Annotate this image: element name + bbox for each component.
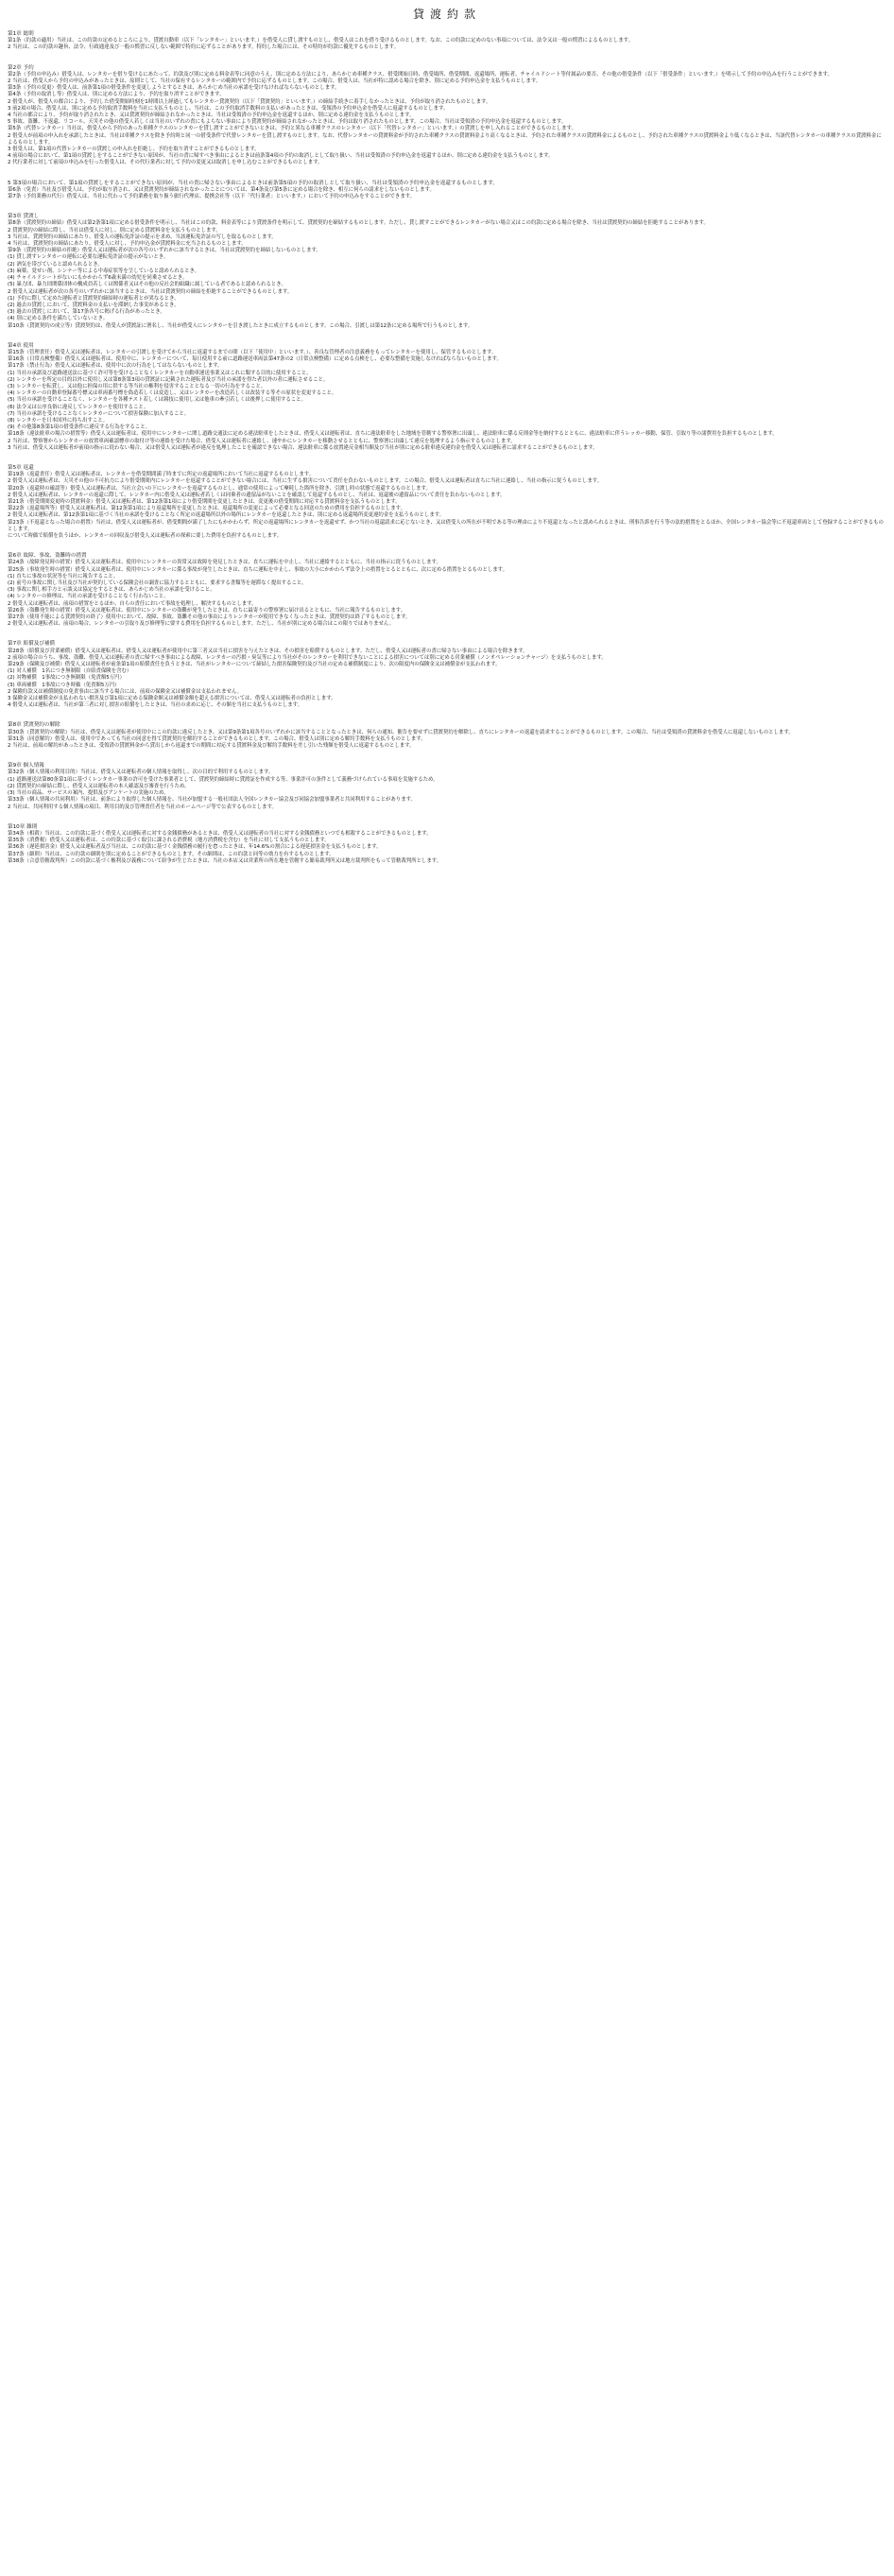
article-paragraph: (5) 暴力団、暴力団関係団体の構成員若しくは関係者又はその他の反社会的組織に属している者であると認められるとき。 (8, 282, 286, 288)
article-paragraph: 5 事故、盗難、不返還、リコール、天災その他の借受人若しくは当社のいずれの責にもよらない事由により貸渡契約が締結されなかったときは、予約は取り消されたものとします。この場合、当社は受領済の予約申込金を返還するものとします。 (8, 119, 567, 126)
article-paragraph: 第20条（返還時の確認等）借受人又は運転者は、当社立会いの下にレンタカーを返還するものとし、通常の使用によって摩耗した箇所を除き、引渡し時の状態で返還するものとします。 (8, 485, 431, 492)
article-paragraph: (6) 法令又は公序良俗に違反してレンタカーを使用すること。 (8, 404, 149, 410)
article-paragraph: 第33条（個人情報の共同利用）当社は、前条により取得した個人情報を、当社が加盟する一般社団法人全国レンタカー協会及び同協会加盟事業者と共同利用することがあります。 (8, 797, 416, 804)
article-paragraph: (4) レンタカーの修理は、当社の承諾を受けることなく行わないこと。 (8, 594, 169, 600)
article-paragraph: 4 当社の都合により、予約が取り消されたとき、又は貸渡契約が締結されなかったときは、当社は受領済の予約申込金を返還するほか、別に定める違約金を支払うものとします。 (8, 112, 415, 119)
article-paragraph: (1) 直ちに事故の状況等を当社に報告すること。 (8, 573, 119, 579)
article-paragraph: (2) 前号の事故に関し当社及び当社が契約している保険会社の調査に協力するとともに、要求する書類等を遅滞なく提出すること。 (8, 580, 307, 587)
article-paragraph: (8) レンタカーを日本国外に持ち出すこと。 (8, 417, 109, 424)
article-heading: 第1章 総則 (8, 31, 34, 37)
article-paragraph: 第24条（故障発見時の措置）借受人又は運転者は、使用中にレンタカーの異常又は故障を発見したときは、直ちに運転を中止し、当社に連絡するとともに、当社の指示に従うものとします。 (8, 560, 441, 566)
article-section (8, 31, 886, 52)
article-paragraph: (3) 過去の貸渡しにおいて、第17条各号に掲げる行為があったとき。 (8, 309, 165, 316)
article-paragraph: 2 保険約款又は補償制度の免責事由に該当する場合には、前項の保険金又は補償金は支払われません。 (8, 688, 243, 695)
article-paragraph: (4) 別に定める条件を満たしていないとき。 (8, 316, 109, 322)
article-paragraph: (2) 貸渡契約の締結に際し、借受人又は運転者の本人確認及び審査を行うため。 (8, 783, 190, 789)
article-paragraph: 4 当社は、貸渡契約の締結にあたり、借受人に対し、予約申込金が貸渡料金に充当されるものとします。 (8, 241, 247, 248)
article-paragraph: (1) 道路運送法第80条第1項に基づくレンタカー事業の許可を受けた事業者として、貸渡契約締結時に貸渡証を作成する等、事業許可の条件として義務づけられている事項を実施するため。 (8, 776, 438, 783)
article-paragraph: 2 当社は、この約款の趣旨、法令、行政通達及び一般の慣習に反しない範囲で特約に応ずることがあります。特約した場合には、その特約が約款に優先するものとします。 (8, 44, 399, 51)
article-paragraph: 2 借受人又は運転者は、天災その他の不可抗力により借受期間内にレンタカーを返還することができない場合には、当社に生ずる損害について責任を負わないものとします。この場合、借受人又は運転者は直ちに当社に連絡し、当社の指示に従うものとします。 (8, 478, 603, 485)
article-paragraph: 第38条（合意管轄裁判所）この約款に基づく権利及び義務について紛争が生じたときは、当社の本店又は営業所の所在地を管轄する簡易裁判所又は地方裁判所をもって管轄裁判所とします。 (8, 857, 442, 864)
article-section (8, 181, 886, 201)
article-paragraph: 第26条（盗難発生時の措置）借受人又は運転者は、使用中にレンタカーの盗難が発生したときは、直ちに最寄りの警察署に届け出るとともに、当社に報告するものとします。 (8, 607, 406, 614)
article-paragraph: 3 借受人は、第1項の代替レンタカーの貸渡しの申入れを拒絶し、予約を取り消すことができるものとします。 (8, 147, 260, 153)
article-paragraph: 第31条（同意解約）借受人は、使用中であっても当社の同意を得て貸渡契約を解約することができるものとします。この場合、借受人は別に定める解約手数料を支払うものとします。 (8, 735, 426, 742)
article-paragraph: (4) レンタカーの自動車登録番号標又は車両番号標を偽造若しくは変造し、又はレンタカーを改造若しくは改装する等その原状を変更すること。 (8, 390, 337, 397)
article-paragraph: について時価で賠償を負うほか、レンタカーの回収及び借受人又は運転者の探索に要した費用を負担するものとします。 (8, 533, 283, 539)
article-heading: 第6章 故障、事故、盗難時の措置 (8, 553, 87, 560)
article-paragraph: (2) 過去の貸渡しにおいて、貸渡料金の支払いを滞納した事実があるとき。 (8, 302, 180, 308)
article-paragraph: 2 借受人又は運転者は、レンタカーの返還に際して、レンタカー内に借受人又は運転者若しくは同乗者の遺留品がないことを確認して返還するものとし、当社は、返還後の遺留品について責任を負わないものとします。 (8, 492, 506, 498)
article-paragraph: (2) 酒気を帯びていると認められるとき。 (8, 261, 103, 268)
article-paragraph: 第25条（事故発生時の措置）借受人又は運転者は、使用中にレンタカーに係る事故が発生したときは、直ちに運転を中止し、事故の大小にかかわらず法令上の措置をとるとともに、次に定める措置をとるものとします。 (8, 566, 507, 573)
article-paragraph: 4 借受人又は運転者は、当社が第三者に対し損害の賠償をしたときは、当社の求めに応じ、その額を当社に支払うものとします。 (8, 702, 302, 709)
article-paragraph: 2 貸渡契約の締結に際し、当社は借受人に対し、別に定める貸渡料金を支払うものとします。 (8, 227, 221, 233)
article-paragraph: 第5条（代替レンタカー）当社は、借受人から予約のあった車種クラスのレンタカーを貸し渡すことができないときは、予約と異なる車種クラスのレンタカー（以下「代替レンタカー」といいます。）の貸渡しを申し入れることができるものとします。 (8, 126, 576, 132)
article-paragraph: 3 保険金又は補償金が支払われない損害及び第1項に定める保険金額又は補償金額を超える損害については、借受人又は運転者の負担とします。 (8, 696, 336, 702)
article-heading: 第8章 貸渡契約の解除 (8, 722, 60, 729)
article-heading: 第4章 使用 (8, 342, 34, 349)
article-paragraph: 3 当社は、貸渡契約の締結にあたり、借受人の運転免許証の提示を求め、当該運転免許証の写しを取るものとします。 (8, 233, 277, 240)
article-paragraph: (2) レンタカーを所定の目的以外に使用し又は第8条第3項の貸渡証に記載された運転者及び当社の承諾を得た者以外の者に運転させること。 (8, 376, 329, 383)
article-paragraph: 第9条（貸渡契約の締結の拒絶）借受人又は運転者が次の各号のいずれかに該当するときは、当社は貸渡契約を締結しないものとします。 (8, 248, 321, 254)
article-paragraph: (9) その他第8条第1項の借受条件に違反する行為をすること。 (8, 424, 150, 431)
article-heading: 第3章 貸渡し (8, 214, 40, 220)
article-section (8, 214, 886, 329)
article-paragraph: 第21条（借受期間変更時の貸渡料金）借受人又は運転者は、第12条第1項により借受期間を変更したときは、変更後の借受期間に対応する貸渡料金を支払うものとします。 (8, 498, 401, 505)
article-section (8, 65, 886, 167)
article-paragraph: 2 当社は、警察署からレンタカーの放置車両確認標章の取付け等の連絡を受けた場合、借受人又は運転者に連絡し、速やかにレンタカーを移動させるとともに、警察署に出頭して違反を処理するよう指示するものとします。 (8, 438, 516, 444)
article-heading: 5 第3項の場合において、第1項の貸渡しをすることができない原因が、当社の責に帰さない事由によるときは前条第5項の予約の取消しとして取り扱い、当社は受領済の予約申込金を返還するものとします。 (8, 180, 498, 186)
article-paragraph: 2 借受人又は運転者が次の各号のいずれかに該当するときは、当社は貸渡契約の締結を拒絶することができるものとします。 (8, 288, 293, 295)
article-paragraph: 第15条（管理責任）借受人又は運転者は、レンタカーの引渡しを受けてから当社に返還するまでの間（以下「使用中」といいます。）、善良な管理者の注意義務をもってレンタカーを使用し、保管するものとします。 (8, 349, 497, 355)
article-paragraph: (3) 事故に関し相手方と示談又は協定をするときは、あらかじめ当社の承諾を受けること。 (8, 587, 215, 594)
article-paragraph: 2 前項の場合のうち、事故、盗難、借受人又は運転者の責に帰すべき事由による故障、レンタカーの汚損・臭気等により当社がそのレンタカーを利用できないことによる損害については別に定める営業補償（ノンオペレーションチャージ）を支払うものとします。 (8, 654, 607, 661)
article-paragraph: (4) チャイルドシートがないにもかかわらず6歳未満の幼児を同乗させるとき。 (8, 275, 188, 282)
article-paragraph: 第28条（賠償及び営業補償）借受人又は運転者は、借受人又は運転者が使用中に第三者又は当社に損害を与えたときは、その損害を賠償するものとします。ただし、借受人又は運転者の責に帰さない事由による場合を除きます。 (8, 648, 528, 654)
article-paragraph: 第2条（予約の申込み）借受人は、レンタカーを借り受けるにあたって、約款及び別に定める料金表等に同意のうえ、別に定める方法により、あらかじめ車種クラス、借受開始日時、借受場所、借受期間、返還場所、運転者、チャイルドシート等付属品の要否、その他の借受条件（以下「借受条件」といいます。）を明示して予約の申込みを行うことができます。 (8, 71, 833, 78)
article-paragraph: 第19条（返還責任）借受人又は運転者は、レンタカーを借受期間満了時までに所定の返還場所において当社に返還するものとします。 (8, 472, 315, 478)
article-section (8, 641, 886, 709)
article-paragraph: 第37条（細則）当社は、この約款の細則を別に定めることができるものとします。その細則は、この約款と同等の効力を有するものとします。 (8, 851, 335, 857)
article-paragraph: (1) 貸し渡すレンタカーの運転に必要な運転免許証の提示がないとき。 (8, 254, 169, 261)
article-paragraph: (7) 当社の承諾を受けることなくレンタカーについて損害保険に加入すること。 (8, 410, 190, 417)
article-paragraph: 2 借受人が、借受人の都合により、予約した借受開始時刻を1時間以上経過してもレンタカー貸渡契約（以下「貸渡契約」といいます。）の締結手続きに着手しなかったときは、予約が取り消されたものとします。 (8, 98, 491, 105)
article-heading: 第7章 賠償及び補償 (8, 641, 56, 648)
article-paragraph: (1) 予約に際して定めた運転者と貸渡契約締結時の運転者とが異なるとき。 (8, 295, 180, 302)
article-paragraph: 第32条（個人情報の利用目的）当社は、借受人又は運転者の個人情報を取得し、次の目的で利用するものとします。 (8, 769, 274, 776)
article-paragraph: 第23条（不返還となった場合の措置）当社は、借受人又は運転者が、借受期間が満了したにもかかわらず、所定の返還場所にレンタカーを返還せず、かつ当社の返還請求に応じないとき、又は借受人の所在が不明である等の理由により不返還となったと認められるときは、刑事告訴を行う等の法的措置をとるほか、全国レンタカー協会等に不返還車両として登録することができるものとします。 (8, 519, 884, 532)
article-paragraph: 第34条（相殺）当社は、この約款に基づく借受人又は運転者に対する金銭債務があるときは、借受人又は運転者の当社に対する金銭債務といつでも相殺することができるものとします。 (8, 830, 432, 837)
article-paragraph: (2) 対物補償 1事故につき無制限（免責額5万円） (8, 675, 125, 682)
article-section (8, 465, 886, 540)
article-section (8, 763, 886, 810)
article-paragraph: 2 借受人又は運転者は、前項の措置をとるほか、自らの責任において事故を処理し、解決するものとします。 (8, 600, 257, 607)
article-paragraph: 2 代行業者に対して前項の申込みを行った借受人は、その代行業者に対して予約の変更又は取消しを申し込むことができるものとします。 (8, 160, 323, 166)
article-paragraph: 第29条（保険及び補償）借受人又は運転者が前条第1項の賠償責任を負うときは、当社がレンタカーについて締結した損害保険契約及び当社の定める補償制度により、次の限度内の保険金又は補償金が支払われます。 (8, 662, 501, 668)
article-paragraph: (5) 当社の承諾を受けることなく、レンタカーを各種テスト若しくは競技に使用し又は他車の牽引若しくは後押しに使用すること。 (8, 397, 306, 404)
article-paragraph: 第36条（遅延損害金）借受人又は運転者及び当社は、この約款に基づく金銭債務の履行を怠ったときは、年14.6%の割合による遅延損害金を支払うものとします。 (8, 844, 382, 851)
article-paragraph: 3 前2項の場合、借受人は、別に定める予約取消手数料を当社に支払うものとし、当社は、この予約取消手数料の支払いがあったときは、受領済の予約申込金を借受人に返還するものとします。 (8, 105, 449, 112)
article-paragraph: 第6条（免責）当社及び借受人は、予約が取り消され、又は貸渡契約が締結されなかったことについては、第4条及び第5条に定める場合を除き、相互に何らの請求をしないものとします。 (8, 186, 435, 193)
article-heading: 第9章 個人情報 (8, 763, 44, 769)
article-paragraph: 2 借受人又は運転者は、前項の場合、レンタカーの引取り及び修理等に要する費用を負担するものとします。ただし、当社が別に定める場合はこの限りではありません。 (8, 621, 394, 628)
article-paragraph: (1) 当社の承諾及び道路運送法に基づく許可等を受けることなくレンタカーを自動車運送事業又はこれに類する目的に使用すること。 (8, 370, 312, 376)
article-paragraph: 2 当社は、共同利用する個人情報の項目、利用目的及び管理責任者を当社のホームページ等で公表するものとします。 (8, 804, 277, 810)
article-heading: 第5章 返還 (8, 464, 34, 471)
article-paragraph: 第35条（消費税）借受人又は運転者は、この約款に基づく取引に課される消費税（地方消費税を含む）を当社に対して支払うものとします。 (8, 838, 330, 844)
article-paragraph: 第8条（貸渡契約の締結）借受人は第2条第1項に定める借受条件を明示し、当社はこの約款、料金表等により貸渡条件を明示して、貸渡契約を締結するものとします。ただし、貸し渡すことができるレンタカーがない場合又はこの約款に定める場合を除き、当社は貸渡契約の締結を拒絶することがあります。 (8, 220, 709, 227)
article-paragraph: (3) 当社の商品、サービスの案内、提供及びアンケートの実施のため。 (8, 790, 169, 797)
article-paragraph: 第30条（貸渡契約の解除）当社は、借受人又は運転者が使用中にこの約款に違反したとき、又は第9条第1項各号のいずれかに該当することとなったときは、何らの通知、催告を要せずに貸渡契約を解除し、直ちにレンタカーの返還を請求することができるものとします。この場合、当社は受領済の貸渡料金を借受人に返還しないものとします。 (8, 729, 794, 735)
article-paragraph: 3 当社は、借受人又は運転者が前項の指示に従わない場合、又は借受人又は運転者が違反を処理したことを確認できない場合、違法駐車に係る放置違反金相当額及び当社が別に定める駐車違反違約金を借受人又は運転者に請求することができるものとします。 (8, 444, 598, 451)
article-paragraph: 4 前項の場合において、第1項の貸渡しをすることができない原因が、当社の責に帰すべき事由によるときは前条第4項の予約の取消しとして取り扱い、当社は受領済の予約申込金を返還するほか、別に定める違約金を支払うものとします。 (8, 153, 554, 160)
article-paragraph: 第17条（禁止行為）借受人又は運転者は、使用中に次の行為をしてはならないものとします。 (8, 363, 223, 370)
article-paragraph: 第22条（返還場所等）借受人又は運転者は、第12条第1項により返還場所を変更したときは、返還場所の変更によって必要となる回送のための費用を負担するものとします。 (8, 506, 406, 512)
article-paragraph: 2 借受人が前項の申入れを承諾したときは、当社は車種クラスを除き予約時と同一の借受条件で代替レンタカーを貸し渡すものとします。なお、代替レンタカーの貸渡料金が予約された車種クラスの貸渡料金より高くなるときは、予約された車種クラスの貸渡料金によるものとし、予約された車種クラスの貸渡料金より低くなるときは、当該代替レンタカーの車種クラスの貸渡料金によるものとします。 (8, 132, 882, 146)
article-paragraph: 第27条（使用不能による貸渡契約の終了）使用中において、故障、事故、盗難その他の事由によりレンタカーが使用できなくなったときは、貸渡契約は終了するものとします。 (8, 614, 411, 621)
article-paragraph: (3) 車両補償 1事故につき時価（免責額5万円） (8, 682, 120, 688)
article-paragraph: 第3条（予約の変更）借受人は、前条第1項の借受条件を変更しようとするときは、あらかじめ当社の承諾を受けなければならないものとします。 (8, 85, 340, 92)
article-paragraph: 第7条（予約業務の代行）借受人は、当社に代わって予約業務を取り扱う旅行代理店、提携会社等（以下「代行業者」といいます。）において予約の申込みをすることができます。 (8, 194, 416, 200)
article-paragraph: (1) 対人補償 1名につき無制限（自賠責保険を含む） (8, 668, 132, 675)
article-section (8, 722, 886, 750)
article-section (8, 553, 886, 628)
article-paragraph: (3) 麻薬、覚せい剤、シンナー等による中毒症状等を呈していると認められるとき。 (8, 268, 200, 274)
article-paragraph: 第1条（約款の適用）当社は、この約款の定めるところにより、貸渡自動車（以下「レンタカー」といいます。）を借受人に貸し渡すものとし、借受人はこれを借り受けるものとします。なお、この約款に定めのない事項については、法令又は一般の慣習によるものとします。 (8, 38, 634, 44)
article-paragraph: 2 当社は、借受人から予約の申込みがあったときは、原則として、当社の保有するレンタカーの範囲内で予約に応ずるものとします。この場合、借受人は、当社が特に認める場合を除き、別に定める予約申込金を支払うものとします。 (8, 78, 542, 85)
article-section (8, 343, 886, 452)
document-title: 貸渡約款 (412, 8, 481, 21)
document-page (8, 0, 886, 865)
article-paragraph: 第10条（貸渡契約の成立等）貸渡契約は、借受人が貸渡証に署名し、当社が借受人にレンタカーを引き渡したときに成立するものとします。この場合、引渡しは第12条に定める場所で行うものとします。 (8, 322, 473, 329)
article-paragraph: 第4条（予約の取消し等）借受人は、別に定める方法により、予約を取り消すことができます。 (8, 92, 225, 98)
article-paragraph: 2 当社は、前項の解約があったときは、受領済の貸渡料金から貸出しから返還までの期間に対応する貸渡料金及び解約手数料を差し引いた残額を借受人に返還するものとします。 (8, 743, 415, 750)
articles-container (8, 31, 886, 865)
article-paragraph: 2 借受人又は運転者は、第12条第1項に基づく当社の承諾を受けることなく所定の返還場所以外の場所にレンタカーを返還したときは、別に定める返還場所変更違約金を支払うものとします。 (8, 512, 445, 519)
article-paragraph: 第18条（違法駐車の場合の措置等）借受人又は運転者は、使用中にレンタカーに関し道路交通法に定める違法駐車をしたときは、借受人又は運転者は、直ちに違法駐車をした地域を管轄する警察署に出頭し、違法駐車に係る反則金等を納付するとともに、違法駐車に伴うレッカー移動、保管、引取り等の諸費用を負担するものとします。 (8, 431, 778, 438)
article-heading: 第10章 雑則 (8, 823, 38, 830)
article-heading: 第2章 予約 (8, 64, 34, 71)
article-paragraph: (3) レンタカーを転貸し、又は他に担保の用に供する等当社の権利を侵害することとなる一切の行為をすること。 (8, 383, 266, 389)
article-paragraph: 第16条（日常点検整備）借受人又は運転者は、使用中に、レンタカーについて、毎日使用する前に道路運送車両法第47条の2（日常点検整備）に定める点検をし、必要な整備を実施しなければならないものとします。 (8, 356, 502, 363)
article-section (8, 824, 886, 865)
